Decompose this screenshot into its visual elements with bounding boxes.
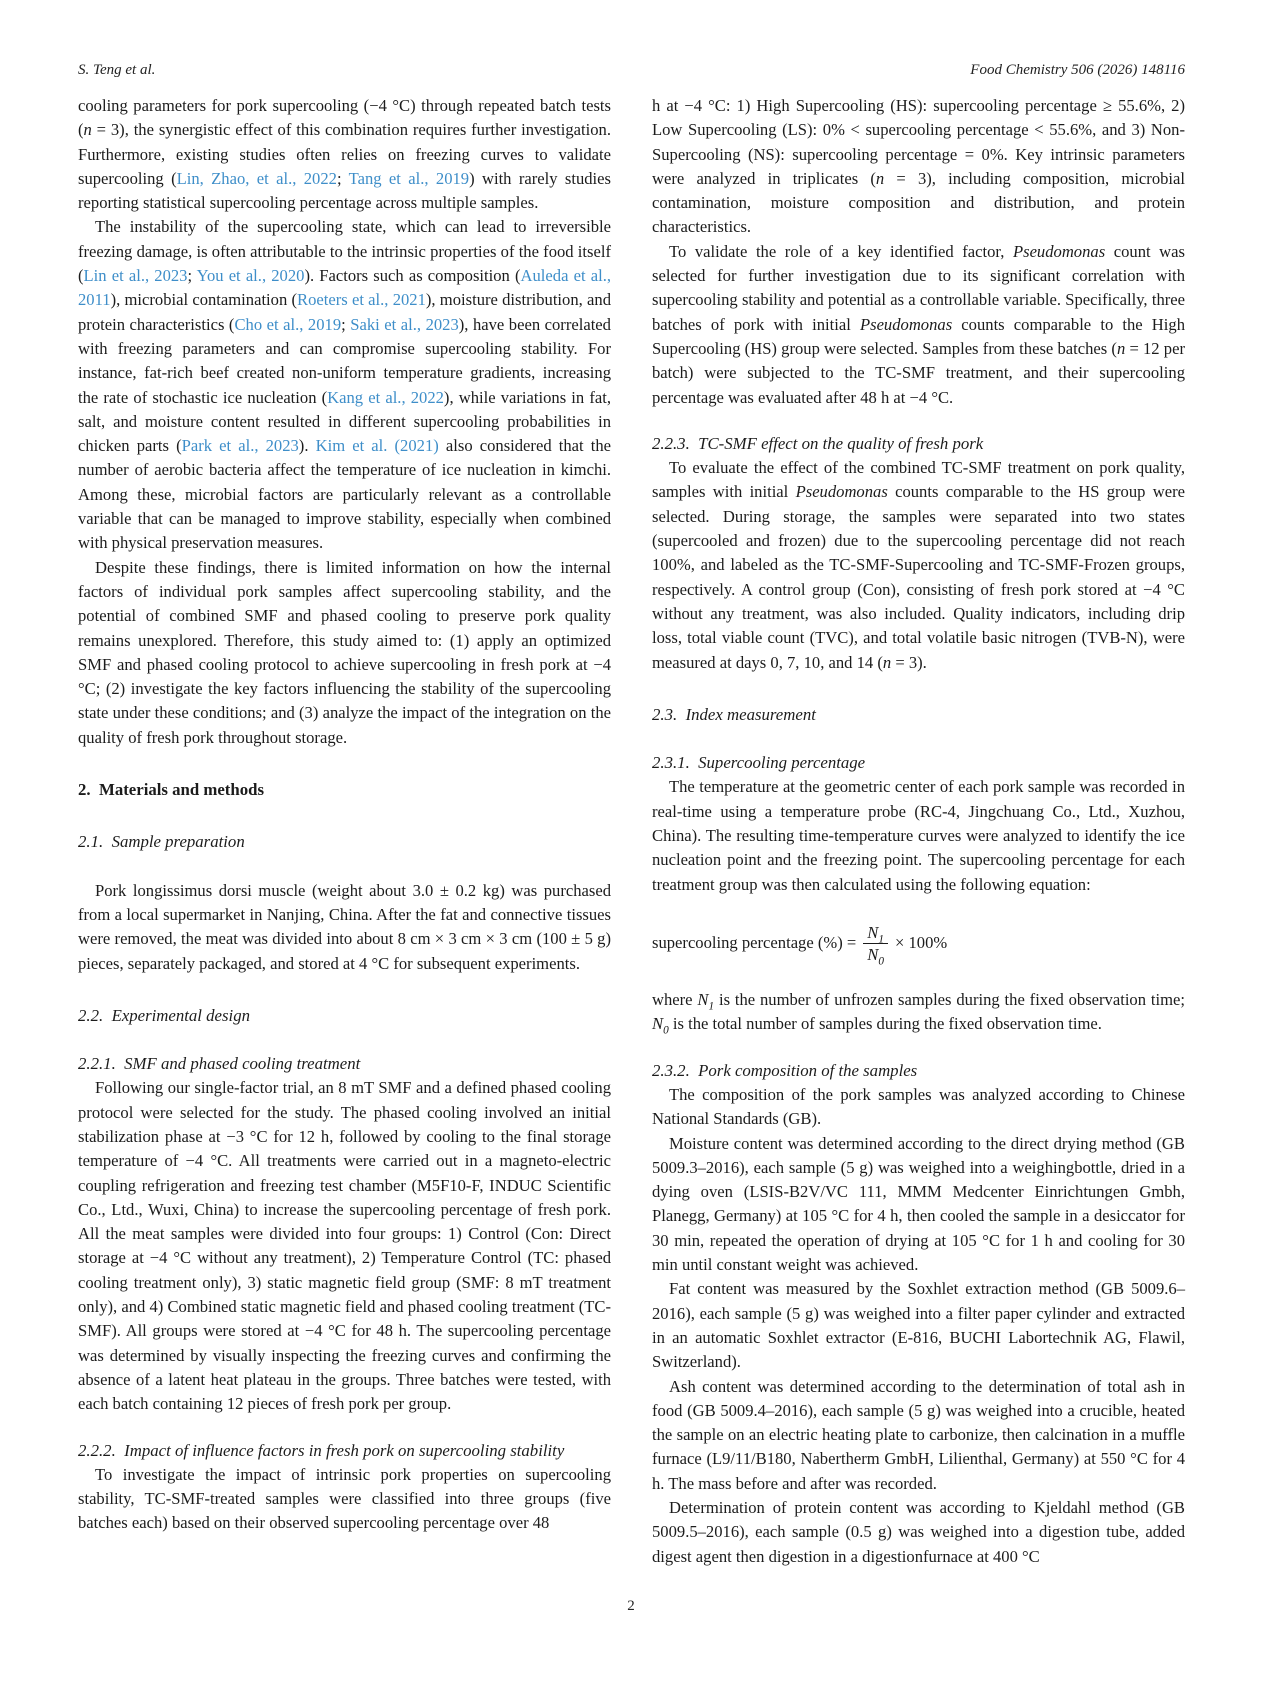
subsection-heading: 2.3. Index measurement [652, 704, 816, 724]
paragraph [78, 94, 611, 215]
paragraph [652, 1132, 1185, 1278]
italic-text: n [83, 120, 92, 140]
text-run: ; [187, 266, 197, 286]
text-run: = 3). [891, 652, 927, 672]
text-run: Fat content was measured by the Soxhlet extraction method (GB 5009.6–2016), each sample (5 g) was weighed into a filter paper cylinder and extracted in an automatic Soxhlet extractor (E-816, BUCHI Labortechnik AG, Flawil, Switzerland). [652, 1279, 1185, 1372]
text-run: ). [298, 436, 316, 456]
italic-text: Pseudomonas [1012, 241, 1106, 261]
text-run: The composition of the pork samples was analyzed according to Chinese National Standards (GB). [652, 1084, 1185, 1129]
text-run: To validate the role of a key identified factor, [669, 241, 1013, 261]
text-run: h at −4 °C: 1) High Supercooling (HS): supercooling percentage ≥ 55.6%, 2) Low Supercooling (LS): 0% < supercooling percentage < 55.6%, and 3) Non-Supercooling (NS): supercooling percentage = 0%. Key intrinsic parameters were analyzed in triplicates ( [652, 96, 1185, 188]
paragraph [652, 240, 1185, 410]
text-run: = 12 per batch) were subjected to the TC-SMF treatment, and their supercooling percentage was evaluated after 48 h at −4 °C. [652, 338, 1185, 407]
paragraph [78, 215, 611, 555]
right-column [652, 94, 1185, 1569]
text-run: counts comparable to the HS group were selected. During storage, the samples were separated into two states (supercooled and frozen) due to the supercooling percentage did not reach 100%, and labeled as the TC-SMF-Supercooling and TC-SMF-Frozen groups, respectively. A control group (Con), consisting of fresh pork stored at −4 °C without any treatment, was also included. Quality indicators, including drip loss, total viable count (TVC), and total volatile basic nitrogen (TVB-N), were measured at days 0, 7, 10, and 14 ( [652, 482, 1185, 672]
subsubsection-heading: 2.3.2. Pork composition of the samples [652, 1060, 918, 1080]
text-run: The instability of the supercooling state, which can lead to irreversible freezing damage, is often attributable to the intrinsic properties of the food itself ( [78, 217, 611, 286]
text-run: ), moisture distribution, and protein characteristics ( [78, 290, 611, 334]
text-run: ; [341, 314, 351, 334]
journal-reference: Food Chemistry 506 (2026) 148116 [970, 62, 1185, 78]
citation-link[interactable]: Kim et al. (2021) [315, 436, 439, 456]
text-run: Despite these findings, there is limited information on how the internal factors of individual pork samples affect supercooling stability, and the potential of combined SMF and phased cooling to preserve pork quality remains unexplored. Therefore, this study aimed to: (1) apply an optimized SMF and phased cooling protocol to achieve supercooling in fresh pork at −4 °C; (2) investigate the key factors influencing the stability of the supercooling state under these conditions; and (3) analyze the impact of the integration on the quality of fresh pork throughout storage. [78, 557, 611, 747]
subsubsection-heading: 2.2.3. TC-SMF effect on the quality of fresh pork [652, 433, 984, 453]
citation-link[interactable]: Lin et al., 2023 [83, 266, 188, 286]
citation-link[interactable]: Roeters et al., 2021 [297, 290, 426, 310]
citation-link[interactable]: Auleda et al., 2011 [78, 266, 611, 310]
italic-text: n [1116, 338, 1126, 358]
text-run: ), have been correlated with freezing parameters and can compromise supercooling stability. For instance, fat-rich beef created non-uniform temperature gradients, increasing the rate of stochastic ice nucleation ( [78, 314, 611, 407]
paragraph [652, 1277, 1185, 1374]
text-run: = 3), the synergistic effect of this combination requires further investigation. Furthermore, existing studies often relies on freezing curves to validate supercooling ( [78, 120, 611, 188]
running-author: S. Teng et al. [78, 62, 156, 78]
equation [652, 922, 1185, 968]
paragraph [652, 456, 1185, 675]
paragraph [78, 1463, 611, 1536]
citation-link[interactable]: Tang et al., 2019 [348, 168, 470, 188]
page-header [78, 62, 1185, 79]
paragraph [78, 556, 611, 750]
text-run: where [652, 990, 698, 1010]
paragraph [652, 1375, 1185, 1496]
text-run: = 3), including composition, microbial contamination, moisture composition and distribution, and protein characteristics. [652, 168, 1185, 237]
fraction [863, 922, 888, 968]
page-footer [0, 1598, 1262, 1615]
italic-text: $N_1$ [697, 990, 715, 1013]
text-run: To evaluate the effect of the combined TC-SMF treatment on pork quality, samples with initial [652, 458, 1185, 502]
equation-rhs: × 100% [894, 933, 948, 953]
text-run: Determination of protein content was according to Kjeldahl method (GB 5009.5–2016), each sample (0.5 g) was weighed into a digestion tube, added digest agent then digestion in a digestionfurnace at 400 °C [652, 1498, 1185, 1566]
paragraph [652, 1083, 1185, 1132]
subsubsection-heading: 2.2.2. Impact of influence factors in fresh pork on supercooling stability [78, 1440, 565, 1460]
paragraph [78, 879, 611, 976]
paragraph [652, 1496, 1185, 1569]
equation-lhs: supercooling percentage (%) = [652, 933, 857, 953]
paragraph [652, 988, 1185, 1037]
subsubsection-heading: 2.2.1. SMF and phased cooling treatment [78, 1054, 361, 1074]
subsubsection-heading: 2.3.1. Supercooling percentage [652, 753, 866, 773]
citation-link[interactable]: Kang et al., 2022 [327, 387, 444, 407]
paragraph [78, 1076, 611, 1416]
section-heading: 2. Materials and methods [78, 780, 264, 800]
text-run: counts comparable to the High Supercooling (HS) group were selected. Samples from these batches ( [652, 314, 1185, 358]
text-run: Pork longissimus dorsi muscle (weight about 3.0 ± 0.2 kg) was purchased from a local supermarket in Nanjing, China. After the fat and connective tissues were removed, the meat was divided into about 8 cm × 3 cm × 3 cm (100 ± 5 g) pieces, separately packaged, and stored at 4 °C for subsequent experiments. [78, 880, 611, 973]
italic-text: n [875, 168, 885, 188]
text-run: ; [336, 168, 349, 188]
italic-text: Pseudomonas [859, 314, 953, 334]
fraction-denominator: $N_0$ [867, 944, 884, 968]
page-number: 2 [627, 1598, 635, 1614]
subsection-heading: 2.2. Experimental design [78, 1005, 250, 1025]
text-run: The temperature at the geometric center of each pork sample was recorded in real-time using a temperature probe (RC-4, Jingchuang Co., Ltd., Xuzhou, China). The resulting time-temperature curves were analyzed to identify the ice nucleation point and the freezing point. The supercooling percentage for each treatment group was then calculated using the following equation: [652, 777, 1185, 894]
fraction-numerator: $N_1$ [863, 923, 888, 944]
paragraph [652, 94, 1185, 240]
text-run: ), while variations in fat, salt, and moisture content resulted in different supercooling probabilities in chicken parts ( [78, 387, 611, 456]
text-run: Moisture content was determined according to the direct drying method (GB 5009.3–2016), each sample (5 g) was weighed into a weighingbottle, dried in a dying oven (LSIS-B2V/VC 111, MMM Medcenter Einrichtungen Gmbh, Planegg, Germany) at 105 °C for 4 h, then cooled the sample in a desiccator for 30 min, repeated the operation of drying at 105 °C for 1 h and cooling for 30 min until constant weight was achieved. [652, 1133, 1185, 1275]
citation-link[interactable]: Park et al., 2023 [181, 436, 299, 456]
text-run: Following our single-factor trial, an 8 mT SMF and a defined phased cooling protocol were selected for the study. The phased cooling involved an initial stabilization phase at −3 °C for 12 h, followed by cooling to the final storage temperature of −4 °C. All treatments were carried out in a magneto-electric coupling refrigeration and freezing test chamber (M5F10-F, INDUC Scientific Co., Ltd., Wuxi, China) to increase the supercooling percentage of fresh pork. All the meat samples were divided into four groups: 1) Control (Con: Direct storage at −4 °C without any treatment), 2) Temperature Control (TC: phased cooling treatment only), 3) static magnetic field group (SMF: 8 mT treatment only), and 4) Combined static magnetic field and phased cooling treatment (TC-SMF). All groups were stored at −4 °C for 48 h. The supercooling percentage was determined by visually inspecting the freezing curves and confirming the absence of a latent heat plateau in the groups. Three batches were tested, with each batch containing 12 pieces of fresh pork per group. [78, 1078, 611, 1414]
two-column-body [78, 94, 1185, 1569]
paragraph [652, 775, 1185, 896]
text-run: To investigate the impact of intrinsic pork properties on supercooling stability, TC-SMF-treated samples were classified into three groups (five batches each) based on their observed supercooling percentage over 48 [78, 1464, 611, 1533]
text-run: also considered that the number of aerobic bacteria affect the temperature of ice nucleation in kimchi. Among these, microbial factors are particularly relevant as a controllable variable that can be managed to improve stability, especially when combined with physical preservation measures. [78, 436, 611, 553]
subsection-heading: 2.1. Sample preparation [78, 832, 245, 852]
citation-link[interactable]: Saki et al., 2023 [350, 314, 459, 334]
text-run: cooling parameters for pork supercooling (−4 °C) through repeated batch tests ( [78, 96, 611, 140]
text-run: count was selected for further investigation due to its significant correlation with supercooling stability and potential as a controllable variable. Specifically, three batches of pork with initial [652, 241, 1185, 334]
text-run: ) with rarely studies reporting statistical supercooling percentage across multiple samples. [78, 168, 611, 213]
text-run: ). Factors such as composition ( [304, 266, 521, 286]
italic-text: Pseudomonas [795, 482, 888, 502]
citation-link[interactable]: You et al., 2020 [196, 266, 305, 286]
italic-text: $N_0$ [652, 1014, 669, 1037]
text-run: Ash content was determined according to the determination of total ash in food (GB 5009.4–2016), each sample (5 g) was weighed into a crucible, heated the sample on an electric heating plate to carbonize, then calcination in a muffle furnace (L9/11/B180, Nabertherm GmbH, Lilienthal, Germany) at 550 °C for 4 h. The mass before and after was recorded. [652, 1376, 1185, 1493]
text-run: is the number of unfrozen samples during the fixed observation time; [714, 990, 1185, 1010]
citation-link[interactable]: Cho et al., 2019 [234, 314, 342, 334]
italic-text: n [882, 652, 892, 672]
left-column [78, 94, 611, 1569]
text-run: is the total number of samples during the fixed observation time. [668, 1014, 1102, 1034]
text-run: ), microbial contamination ( [110, 290, 298, 310]
citation-link[interactable]: Lin, Zhao, et al., 2022 [176, 168, 337, 188]
